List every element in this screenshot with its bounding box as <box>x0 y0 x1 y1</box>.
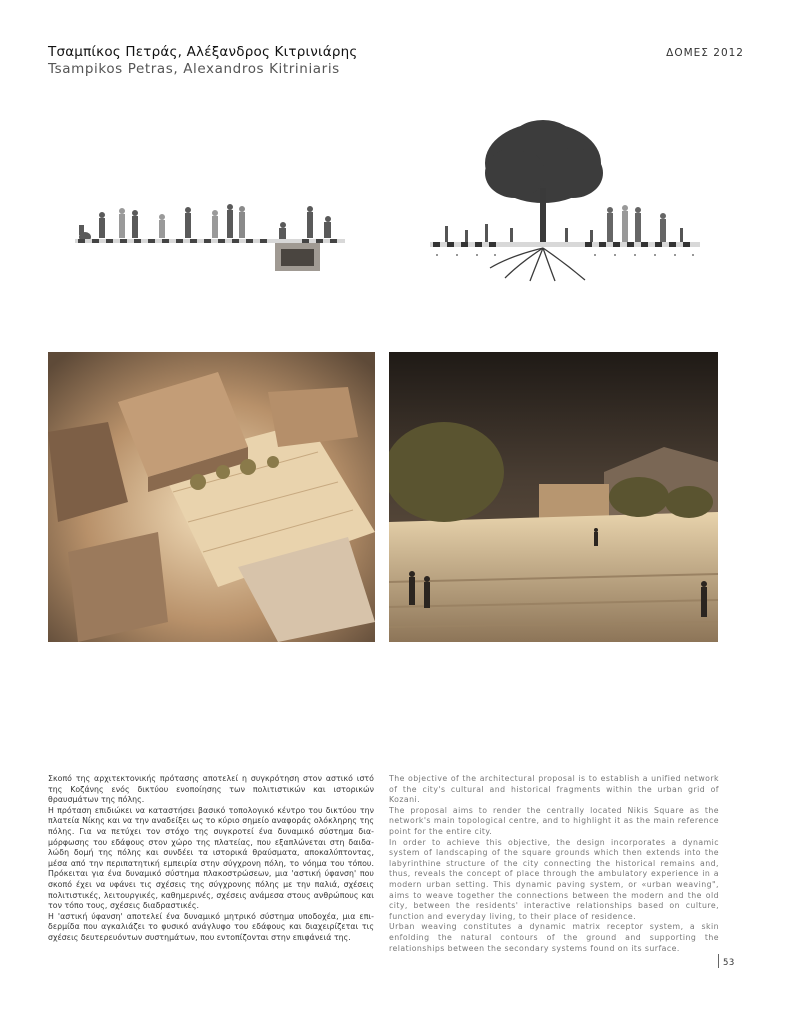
journal-title: ΔΟΜΕΣ 2012 <box>666 47 744 59</box>
authors-latin: Tsampikos Petras, Alexandros Kitriniaris <box>48 61 340 77</box>
paragraph: In order to achieve this objective, the design incorporates a dynamic system of landscaping of the square grounds which then extends into the labyrinthine structure of the city connecting the historical remains and, thus, reveals the concept of place through the ambulatory experience in a modern urban setting. This dynamic paving system, or «urban weaving", aims to weave together the connections between the modern and the old city, between the residents' interactive relationships based on culture, function and everyday living, to their place of residence. <box>389 837 719 921</box>
paragraph: Urban weaving constitutes a dynamic matrix receptor system, a skin enfolding the natural contours of the ground and supporting the relationships between the secondary systems found on its surface. <box>389 922 719 953</box>
paragraph: Σκοπό της αρχιτεκτονικής πρότασης αποτελεί η συγκρότηση στον αστικό ιστό της Κοζάνης ενός δικτύου ενοποίησης των πολιτιστικών και ιστορικών θραυσμάτων της πόλης. <box>48 774 374 805</box>
page-number: 53 <box>723 958 735 968</box>
section-diagram-people <box>70 195 355 280</box>
perspective-render-image <box>389 352 718 642</box>
paragraph: Η πρόταση επιδιώκει να καταστήσει βασικό τοπολογικό κέντρο του δικτύου την πλατεία Νίκης και να την αναδείξει ως το κύριο σημείο αναφοράς ολόκληρης της πόλης. Για να πετύχει τον στόχο της συγκροτεί ένα δυναμικό σύστημα δια-μόρφωσης του εδάφους στον χώρο της πλατείας, που εξαπλώνεται στη δαιδα-λώδη δομή της πόλης και συνδέει τα ιστορικά θραύσματα, αποκαλύπτοντας, μέσα από την περιπατητική εμπειρία στην σύγχρονη πόλη, το νόημα του τόπου. Πρόκειται για ένα δυναμικό σύστημα πλακοστρώσεων, μια 'αστική ύφανση' που σκοπό έχει να υφάνει τις σχέσεις της σύγχρονης πόλης με την παλιά, σχέσεις πολιτιστικές, λειτουργικές, καθημερινές, σχέσεις ανάμεσα στους ανθρώπους και τον τόπο τους, σχέσεις διαδραστικές. <box>48 805 374 911</box>
paragraph: The proposal aims to render the centrally located Nikis Square as the network's main topological centre, and to highlight it as the main reference point for the entire city. <box>389 805 719 836</box>
paragraph: Η 'αστική ύφανση' αποτελεί ένα δυναμικό μητρικό σύστημα υποδοχέα, μια επι-δερμίδα που αγκαλιάζει το φυσικό ανάγλυφο του εδάφους και διαχειρίζεται τις σχέσεις δευτερευόντων συστημάτων, που εντοπίζονται στην επιφάνειά της. <box>48 911 374 942</box>
page-number-divider <box>718 954 719 968</box>
paragraph: The objective of the architectural proposal is to establish a unified network of the city's cultural and historical fragments within the urban grid of Kozani. <box>389 774 719 805</box>
body-text-english <box>389 774 719 954</box>
body-text-greek <box>48 774 374 944</box>
authors-greek: Τσαμπίκος Πετράς, Αλέξανδρος Κιτρινιάρης <box>48 44 358 60</box>
section-diagram-tree <box>425 118 710 283</box>
aerial-render-image <box>48 352 375 642</box>
